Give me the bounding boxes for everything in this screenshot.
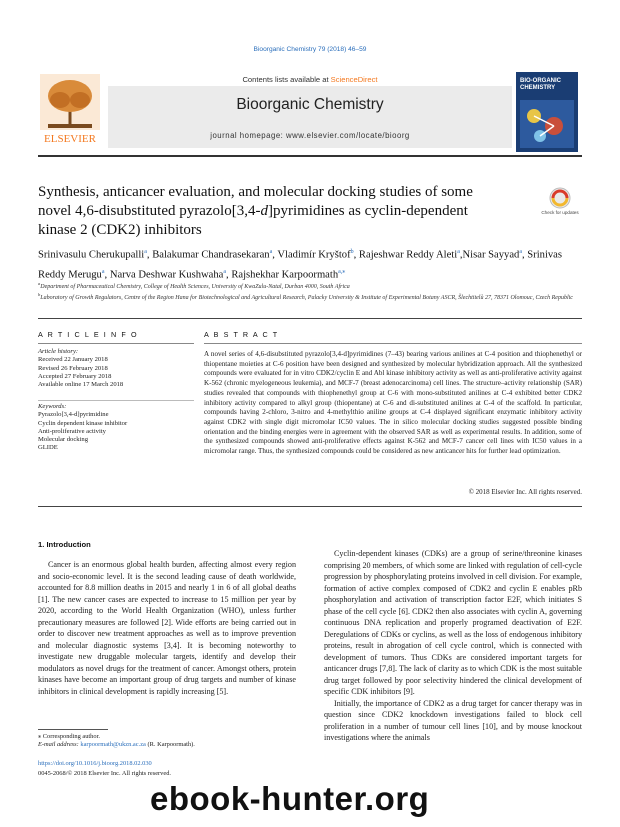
cover-title: BIO-ORGANIC CHEMISTRY <box>520 78 561 91</box>
journal-title: Bioorganic Chemistry <box>236 96 384 113</box>
author-name[interactable]: Srinivasulu Cherukupalli <box>38 249 145 261</box>
author-affiliation-marker[interactable]: b <box>350 249 354 255</box>
title-part-2: ]pyrimidines as cyclin-dependent kinase 2 (CDK2) inhibitors <box>38 203 468 238</box>
keyword-item: Anti-proliferative activity <box>38 427 106 435</box>
author-name[interactable]: Balakumar Chandrasekaran <box>152 249 270 261</box>
affiliation-item <box>38 291 582 302</box>
watermark: ebook-hunter.org <box>150 780 430 817</box>
author-name[interactable]: Rajeshwar Reddy Aleti <box>358 249 458 261</box>
keyword-item: Cyclin dependent kinase inhibitor <box>38 419 128 427</box>
intro-paragraph: Initially, the importance of CDK2 as a drug target for cancer therapy was in question since CDK2 knockdown investigations failed to block cell proliferation in a number of tumour cell lines [10], and by mouse knockout investigations where the animals <box>324 698 582 742</box>
intro-right-column <box>324 548 582 744</box>
keywords-rule <box>38 400 194 401</box>
contents-prefix: Contents lists available at <box>242 75 331 84</box>
elsevier-wordmark: ELSEVIER <box>44 133 96 145</box>
doi-link[interactable]: https://doi.org/10.1016/j.bioorg.2018.02.030 <box>38 760 152 767</box>
article-info-heading: A R T I C L E I N F O <box>38 330 139 339</box>
journal-homepage[interactable]: journal homepage: www.elsevier.com/locate/bioorg <box>210 131 410 140</box>
history-label: Article history: <box>38 348 79 355</box>
author-separator: , <box>146 249 153 261</box>
author-name[interactable]: Srinivas Reddy Merugu <box>38 249 563 281</box>
author-separator: , <box>521 249 528 261</box>
sciencedirect-link[interactable]: ScienceDirect <box>330 75 378 84</box>
author-separator: , <box>459 249 463 261</box>
author-name[interactable]: Narva Deshwar Kushwaha <box>109 269 224 281</box>
copyright-notice: © 2018 Elsevier Inc. All rights reserved. <box>468 488 582 496</box>
author-affiliation-marker[interactable]: a <box>457 249 460 255</box>
title-italic: d <box>260 203 268 219</box>
history-item: Received 22 January 2018 <box>38 356 108 364</box>
journal-reference[interactable]: Bioorganic Chemistry 79 (2018) 46–59 <box>253 46 367 53</box>
intro-left-column <box>38 559 296 697</box>
cover-molecule-image <box>520 100 574 148</box>
keyword-item: GLIDE <box>38 444 58 452</box>
check-updates-icon <box>541 187 579 209</box>
check-for-updates-button[interactable] <box>541 187 579 229</box>
section-rule <box>38 318 582 319</box>
history-item: Accepted 27 February 2018 <box>38 372 112 380</box>
abstract-heading: A B S T R A C T <box>204 330 279 339</box>
abstract-rule <box>204 343 582 344</box>
corresponding-author-note: ⁎ Corresponding author. <box>38 733 100 740</box>
keywords <box>38 403 194 453</box>
keywords-label: Keywords: <box>38 403 67 410</box>
title-part-1: Synthesis, anticancer evaluation, and molecular docking studies of some novel 4,6-disubstituted pyrazolo[3,4- <box>38 184 473 219</box>
footnote-rule <box>38 729 108 730</box>
keyword-item: Molecular docking <box>38 436 88 444</box>
history-item: Available online 17 March 2018 <box>38 381 124 389</box>
author-affiliation-marker[interactable]: a,⁎ <box>338 268 346 275</box>
email-suffix: (R. Karpoormath). <box>145 741 195 749</box>
email-link[interactable]: karpoormath@ukzn.ac.za <box>80 741 146 749</box>
author-name[interactable]: Rajshekhar Karpoormath <box>231 269 339 281</box>
keyword-item: Pyrazolo[3,4-d]pyrimidine <box>38 411 109 419</box>
abstract-text: A novel series of 4,6-disubstituted pyrazolo[3,4-d]pyrimidines (7–43) bearing various anilines at C-4 position and thiophenethyl or thiopentane moieties at C-6 position have been designed and synthesized by molecular hybridization approach. All the synthesized compounds were evaluated for in vitro CDK2/cyclin E and Abl kinase inhibitory activity as well as anti-proliferative activity against K-562 (chronic myelogeneous leukemia), and MCF-7 (breast adenocarcinoma) cell lines. The structure–activity relationship (SAR) studies revealed that compounds with thiophenethyl group at C-6 with mono-substituted anilines at C-4 exhibited better CDK2 inhibitory activity compared to alkyl group (thiopentane) at C-6 and di-substituted anilines at C-4 of the scaffold. In particular, compounds having 2-chloro, 3-nitro and 4-methylthio aniline groups at C-4 displayed significant enzymatic inhibitory activity against CDK2 with single digit micromolar IC50 values. The in silico molecular docking studies suggested possible binding orientation and the binding energies were in agreement with the observed SAR as well as experimental results. In addition, some of the synthesized compounds showed anti-proliferative effects against K-562 and MCF-7 cancer cell lines with IC50 values in a micromolar range. Thus, the synthesized compounds could be considered as new anticancer hits for further lead optimization. <box>204 350 582 456</box>
article-info-rule <box>38 343 194 344</box>
author-affiliation-marker[interactable]: a <box>101 268 105 275</box>
affiliation-text: Department of Pharmaceutical Chemistry, College of Health Sciences, University of KwaZulu-Natal, Durban 4000, South Africa <box>40 284 350 290</box>
header-rule <box>38 155 582 157</box>
author-separator: , <box>226 269 232 281</box>
email-line <box>38 741 338 749</box>
email-label: E-mail address: <box>38 741 81 749</box>
intro-paragraph: Cancer is an enormous global health burden, affecting almost every region and socio-economic level. It is the second leading cause of death worldwide, accounted for 8.8 million deaths in 2015 and nearly 1 in 6 of all global deaths [1]. The new cancer cases are expected to increase to 15 million per year by 2020, according to the World Health Organization (WHO), unless further precautionary measures are followed [2]. Wide efforts are being carried out in order to discover new treatment approaches as well as to improve prevention and molecular diagnostic systems [3,4]. It is becoming noteworthy to investigate new druggable molecular targets, identify and develop their modulators as novel drugs for the treatment of cancer. Amongst others, protein kinases have become an important group of drug targets and number of kinase inhibitors in clinical development is rapidly increasing [5]. <box>38 560 296 696</box>
author-separator: , <box>272 249 278 261</box>
author-separator: , <box>353 249 359 261</box>
author-list <box>38 244 582 283</box>
affiliations <box>38 280 582 302</box>
footnote <box>38 733 338 750</box>
article-history <box>38 348 194 389</box>
author-affiliation-marker[interactable]: a <box>144 249 147 255</box>
affiliation-item <box>38 280 582 291</box>
affiliation-text: Laboratory of Growth Regulators, Centre of the Region Hana for Biotechnological and Agricultural Research, Palacky University & Institute of Experimental Botany ASCR, Šlechtitelů 27, 78371 Olomouc, Czech Republic <box>40 295 573 301</box>
affiliation-marker: a <box>38 281 41 286</box>
intro-paragraph: Cyclin-dependent kinases (CDKs) are a group of serine/threonine kinases comprising 20 members, of which some are linked with regulation of cell-cycle progression by phosphorylating proteins involved in cell division. For example, formation of active complex composed of CDK2 and cyclin E enables pRb phosphorylation and activation of transcription factor E2F, which initiates S phase of the cell cycle [6]. CDK2 then also associates with cyclin A, governing continuous DNA replication and properly programed deactivation of E2F. Deregulations of CDKs or cyclins, as well as the loss of endogenous inhibitory proteins, result in abrogation of cell cycle control, which is connected with development of tumors. Thus CDKs are considered important targets for anticancer drugs [7,8]. The lack of clarity as to which CDK is the most suitable drug target followed by poor selectivity hindered the clinical development of specific CDK inhibitors [9]. <box>324 549 582 696</box>
author-separator: , <box>104 269 110 281</box>
article-title <box>38 183 508 240</box>
affiliation-marker: b <box>38 292 41 297</box>
issn-line: 0045-2068/© 2018 Elsevier Inc. All rights reserved. <box>38 770 171 777</box>
journal-cover <box>516 72 578 152</box>
history-item: Revised 26 February 2018 <box>38 364 108 372</box>
author-affiliation-marker[interactable]: a <box>223 268 227 275</box>
author-affiliation-marker[interactable]: a <box>269 249 273 255</box>
abstract-bottom-rule <box>38 506 582 507</box>
author-name[interactable]: Vladimír Kryštof <box>277 249 351 261</box>
introduction-heading: 1. Introduction <box>38 540 91 549</box>
check-updates-label: Check for updates <box>541 210 579 215</box>
author-name[interactable]: Nisar Sayyad <box>462 249 520 261</box>
author-affiliation-marker[interactable]: a <box>519 249 522 255</box>
